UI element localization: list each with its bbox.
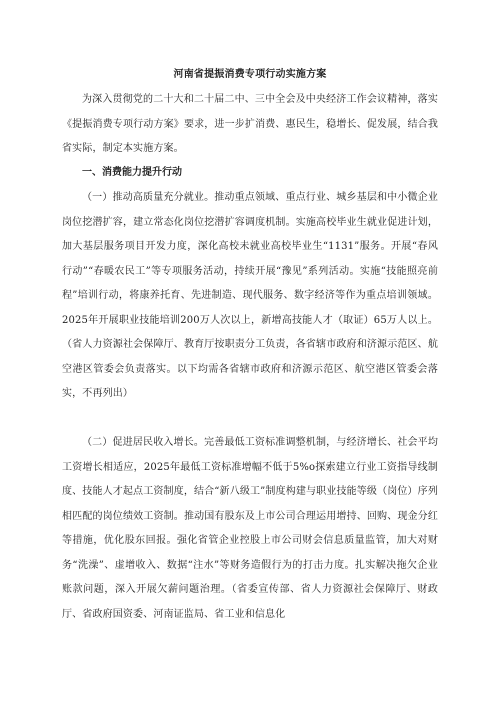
intro-paragraph: 为深入贯彻党的二十大和二十届二中、三中全会及中央经济工作会议精神，落实《提振消费专项行动方案》要求，进一步扩消费、惠民生，稳增长、促发展，结合我省实际，制定本实施方案。: [62, 94, 438, 154]
document-title: 河南省提振消费专项行动实施方案: [173, 69, 327, 80]
section-heading: 一、消费能力提升行动: [82, 167, 182, 178]
income-paragraph: （二）促进居民收入增长。完善最低工资标准调整机制，与经济增长、社会平均工资增长相适应，2025年最低工资标准增幅不低于5%o探索建立行业工资指导线制度、技能人才起点工资制度，结合“新八级工”制度构建与职业技能等级（岗位）序列相匹配的岗位绩效工资制。推动国有股东及上市公司合理运用增持、回购、现金分红等措施，优化股东回报。强化省管企业控股上市公司财会信息质量监管，加大对财务“洗澡”、虚增收入、数据“注水”等财务造假行为的打击力度。扎实解决拖欠企业账款问题，深入开展欠薪问题治理。（省委宣传部、省人力资源社会保障厅、财政厅、省政府国资委、河南证监局、省工业和信息化: [62, 437, 438, 620]
employment-paragraph: （一）推动高质量充分就业。推动重点领域、重点行业、城乡基层和中小微企业岗位挖潜扩容，建立常态化岗位挖潜扩容调度机制。实施高校毕业生就业促进计划，加大基层服务项目开发力度，深化高校未就业高校毕业生“1131”服务。开展“春风行动”“春暖农民工”等专项服务活动，持续开展“豫见”系列活动。实施“技能照亮前程”培训行动，将康养托育、先进制造、现代服务、数字经济等作为重点培训领域。2025年开展职业技能培训200万人次以上，新增高技能人才（取证）65万人以上。（省人力资源社会保障厅、教育厅按职责分工负责，各省辖市政府和济源示范区、航空港区管委会负责落实。以下均需各省辖市政府和济源示范区、航空港区管委会落实，不再列出）: [62, 192, 438, 399]
